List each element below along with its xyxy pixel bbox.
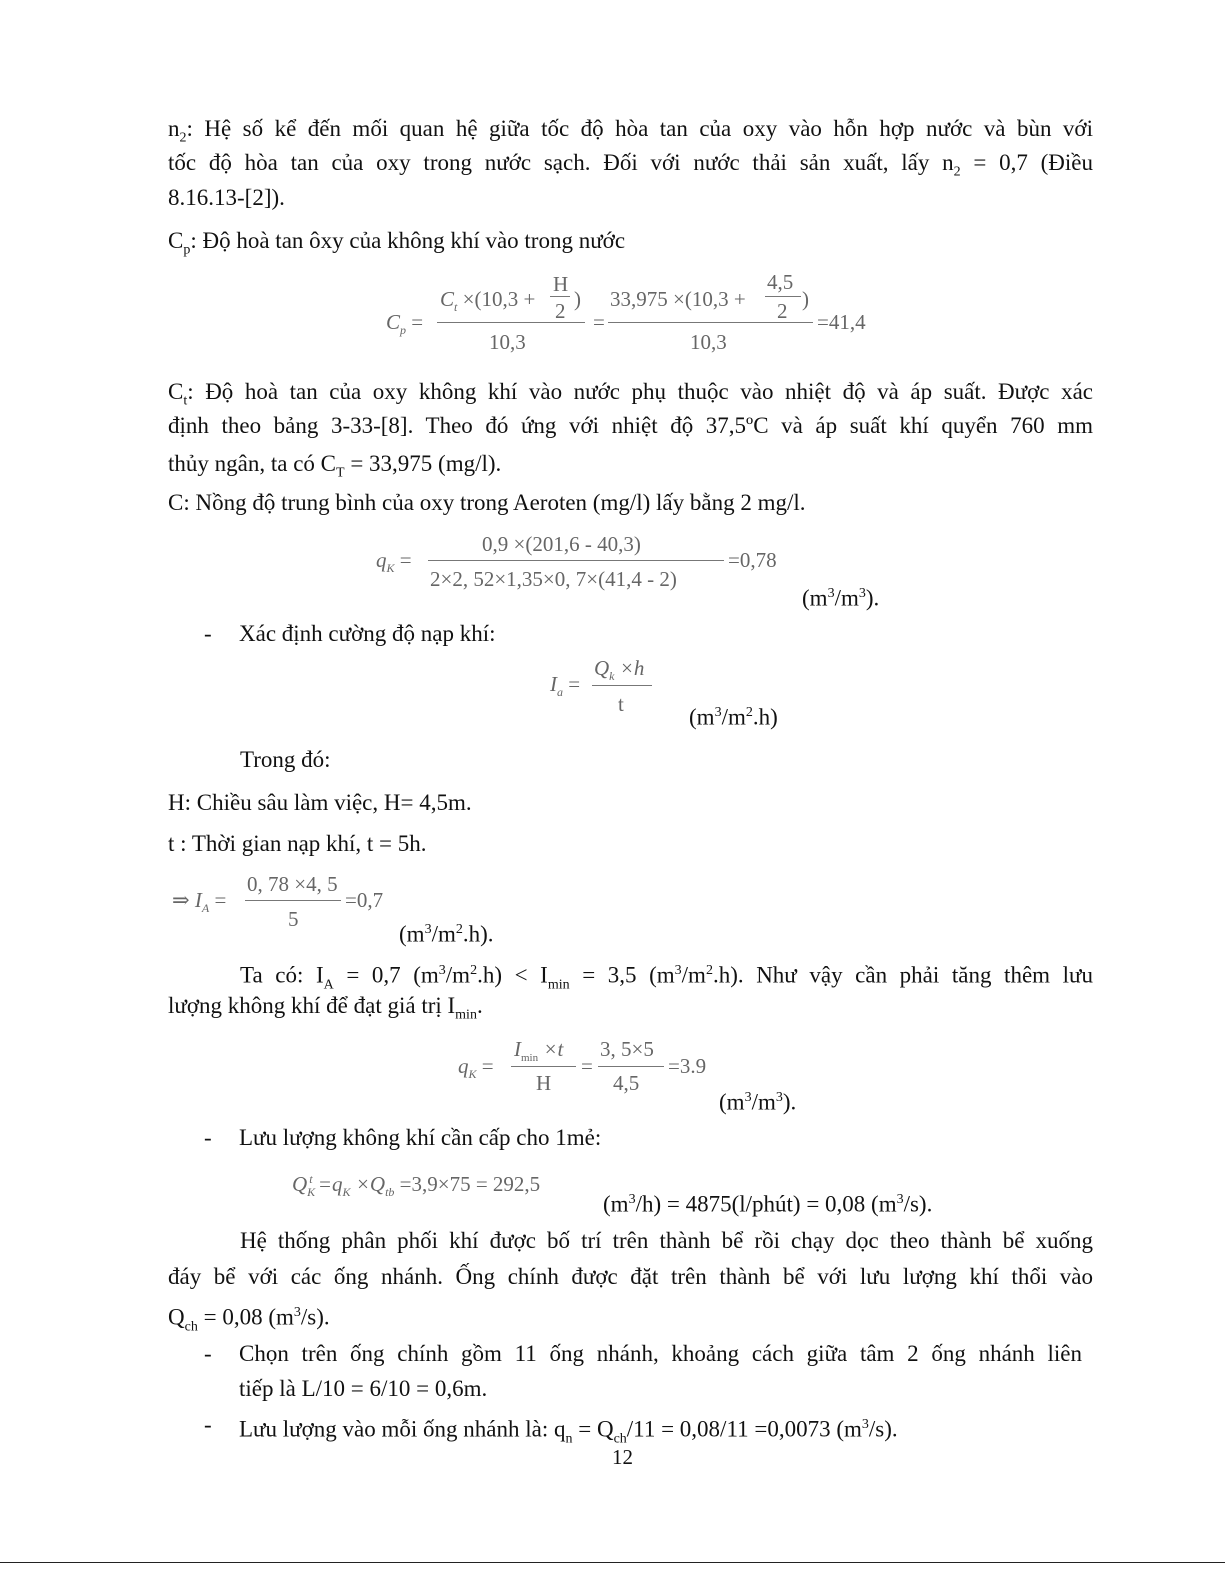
paragraph-n2-line2: tốc độ hòa tan của oxy trong nước sạch. Đối với nước thải sản xuất, lấy $n_2 = 0,7$ (Điều [168, 150, 1094, 180]
bullet-text-4: Lưu lượng vào mỗi ống nhánh là: $q_n = Q_{ch}/11 = 0,08/11 =0,0073$ $(m^3/s)$. [239, 1416, 898, 1447]
formula-ia2-unit: $(m^3/m^2.h)$. [399, 921, 494, 947]
formula-cp-num2-bar [765, 296, 801, 297]
paragraph-ct-line2: định theo bảng 3-33-[8]. Theo đó ứng với nhiệt độ 37,5ºC và áp suất khí quyển 760 mm [168, 413, 1093, 438]
paragraph-c: C: Nồng độ trung bình của oxy trong Aeroten (mg/l) lấy bằng 2 mg/l. [168, 490, 806, 515]
formula-cp-num2: 33,975 ×(10,3 + [610, 287, 746, 311]
formula-q-tail: $(m^3/h)$ = 4875(l/phút) = 0,08 $(m^3/s)$. [603, 1191, 933, 1217]
formula-cp-paren1: ) [574, 287, 581, 311]
formula-cp-result: =41,4 [817, 310, 866, 334]
bullet-dash-2: - [204, 1125, 212, 1150]
paragraph-he-thong-line2: đáy bể với các ống nhánh. Ống chính được đặt trên thành bể với lưu lượng khí thổi vào [168, 1264, 1093, 1289]
formula-q: $Q_K^t =q_K \times Q_{tb} =3,9\times 75 = 292,5$ [292, 1172, 541, 1200]
formula-qk1-result: =0,78 [728, 548, 777, 572]
bullet-text-2: Lưu lượng không khí cần cấp cho 1mẻ: [239, 1125, 602, 1150]
formula-ia2-num: 0, 78 ×4, 5 [247, 872, 338, 896]
formula-qk2-lhs: $q_K$ = [458, 1054, 494, 1082]
formula-cp-den2: 10,3 [690, 330, 727, 354]
formula-cp-lhs: $C_p$ = [386, 310, 424, 338]
formula-cp-num2-top: 4,5 [767, 270, 794, 294]
formula-cp-bar2 [608, 322, 813, 323]
formula-qk2-num2: 3, 5×5 [600, 1037, 654, 1061]
formula-qk2-den1: H [536, 1071, 552, 1095]
paragraph-ct-line1: $C_t$: Độ hoà tan của oxy không khí vào nước phụ thuộc vào nhiệt độ và áp suất. Được xác [168, 379, 1093, 409]
paragraph-ta-co-line1: Ta có: $I_A = 0,7$ $(m^3/m^2.h) < I_{min} = 3,5$ $(m^3/m^2.h)$. Như vậy cần phải tăng thêm lưu [240, 962, 1093, 993]
formula-qk1-lhs: $q_K$ = [376, 548, 412, 576]
formula-ia2-lhs: ⇒ $I_A$ = [172, 888, 227, 916]
formula-qk2-bar1 [511, 1066, 576, 1067]
formula-cp-bar1 [437, 322, 585, 323]
formula-qk1-unit: $(m^3/m^3)$. [802, 585, 880, 611]
formula-ia2-result: =0,7 [345, 888, 384, 912]
paragraph-ta-co-line2: lượng không khí để đạt giá trị $I_{min}$. [168, 993, 483, 1023]
paragraph-ct-line3: thủy ngân, ta có $C_T = 33,975$ (mg/l). [168, 451, 502, 481]
formula-ia-den: t [618, 692, 624, 716]
line-h-depth: H: Chiều sâu làm việc, H= 4,5m. [168, 790, 472, 815]
formula-qk2-num1: $I_{min} \times t$ [514, 1037, 564, 1065]
formula-ia-bar [592, 685, 652, 686]
bullet-text-3-line2: tiếp là L/10 = 6/10 = 0,6m. [239, 1376, 488, 1401]
line-t-time: t : Thời gian nạp khí, t = 5h. [168, 831, 427, 856]
formula-cp-eq: = [593, 310, 605, 334]
formula-ia2-bar [245, 900, 341, 901]
formula-ia2-den: 5 [288, 907, 299, 931]
formula-qk2-bar2 [598, 1066, 664, 1067]
paragraph-n2-line1: $n_2$: Hệ số kể đến mối quan hệ giữa tốc độ hòa tan của oxy vào hỗn hợp nước và bùn với [168, 116, 1093, 146]
bullet-dash-3: - [204, 1341, 212, 1366]
formula-qk1-num: 0,9 ×(201,6 - 40,3) [482, 532, 641, 556]
bullet-dash-1: - [204, 621, 212, 646]
formula-ia-num: $Q_k \times h$ [594, 656, 645, 684]
page-number: 12 [612, 1445, 633, 1469]
formula-cp-den1: 10,3 [489, 330, 526, 354]
bullet-text-3-line1: Chọn trên ống chính gồm 11 ống nhánh, khoảng cách giữa tâm 2 ống nhánh liên [239, 1341, 1082, 1366]
formula-qk2-eq: = [581, 1054, 593, 1078]
label-trong-do: Trong đó: [240, 747, 331, 772]
paragraph-cp: $C_p$: Độ hoà tan ôxy của không khí vào trong nước [168, 228, 626, 258]
bullet-text-1: Xác định cường độ nạp khí: [239, 621, 496, 646]
formula-cp-num2-bot: 2 [777, 299, 788, 323]
formula-qk1-bar [428, 560, 724, 561]
formula-cp-two: 2 [555, 299, 566, 323]
paragraph-he-thong-line3: $Q_{ch} = 0,08$ $(m^3/s)$. [168, 1304, 330, 1335]
formula-qk1-den: 2×2, 52×1,35×0, 7×(41,4 - 2) [430, 567, 677, 591]
formula-cp-H: H [553, 272, 569, 296]
formula-cp-H-bar [550, 296, 570, 297]
bottom-divider [0, 1562, 1225, 1563]
bullet-dash-4: - [204, 1412, 212, 1437]
formula-cp-num1: $C_t \times(10,3$ + [440, 287, 536, 315]
formula-cp-paren2: ) [802, 287, 809, 311]
formula-ia-unit: $(m^3/m^2.h)$ [689, 704, 778, 730]
paragraph-n2-line3: 8.16.13-[2]). [168, 185, 285, 210]
paragraph-he-thong-line1: Hệ thống phân phối khí được bố trí trên thành bể rồi chạy dọc theo thành bể xuống [240, 1228, 1093, 1253]
formula-qk2-den2: 4,5 [613, 1071, 640, 1095]
formula-ia-lhs: $I_a$ = [550, 672, 581, 700]
formula-qk2-unit: $(m^3/m^3)$. [719, 1089, 797, 1115]
formula-qk2-result: =3.9 [668, 1054, 707, 1078]
